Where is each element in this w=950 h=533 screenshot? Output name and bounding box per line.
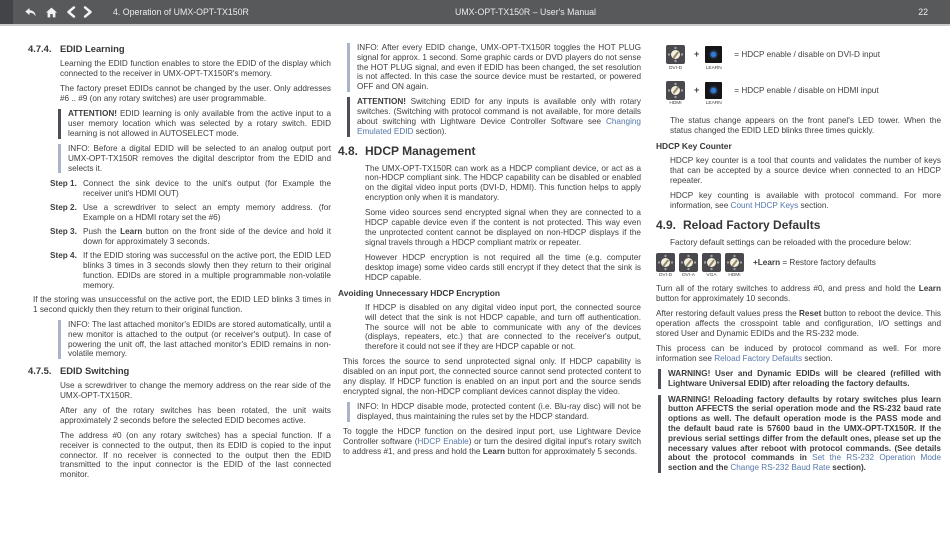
- cross-reference-link[interactable]: Count HDCP Keys: [730, 200, 799, 210]
- cross-reference-link[interactable]: Change RS-232 Baud Rate: [730, 463, 831, 473]
- text-run: After restoring default values press the: [656, 309, 800, 319]
- section-title: HDCP Management: [365, 143, 476, 158]
- text-run: Switching EDID for any inputs is available only with rotary switches. (Switching with protocol command is not available, for more details about switching with Lightware Device Controller Software see: [357, 97, 641, 127]
- paragraph: [656, 284, 941, 304]
- rotary-dial-icon: [661, 258, 670, 267]
- section-heading: [338, 144, 641, 158]
- page-number: 22: [918, 7, 928, 17]
- column-3: [656, 40, 941, 478]
- section-heading: [28, 43, 331, 54]
- rotary-switch-icon: [666, 45, 685, 64]
- step-label: Step 4.: [50, 251, 77, 261]
- paragraph: [670, 238, 941, 248]
- text-run: +Learn: [753, 257, 781, 267]
- chapter-title: 4. Operation of UMX-OPT-TX150R: [113, 7, 249, 17]
- text-run: This process can be induced by protocol command as well. For more information see: [656, 344, 941, 364]
- text-run: After any of the rotary switches has been rotated, the unit waits approximately 2 seconds before the selected EDID becomes active.: [60, 405, 331, 425]
- text-run: ) or turn the desired digital input's rotary switch to address #1, and press and hold the: [343, 437, 641, 456]
- rotary-switch-label: HDMI: [728, 273, 741, 279]
- step-item: [50, 227, 331, 247]
- text-run: This forces the source to send unprotected signal only. If HDCP capability is disabled on an input port, the connected source cannot send protected content to any display. If HDCP function is enabled on an input port and the source sends encrypted signal, the non-HDCP compliant devices cannot display the video.: [343, 357, 641, 396]
- text-run: HDCP key counter is a tool that counts and validates the number of keys that can be accepted by a source device when connected to an HDCP repeater.: [670, 156, 941, 185]
- rotary-switch-label: DVI-D: [658, 273, 673, 279]
- rotary-dial-icon: [684, 258, 693, 267]
- section-number: 4.7.4.: [28, 43, 52, 54]
- text-run: section).: [830, 463, 866, 473]
- paragraph: [670, 156, 941, 185]
- cross-reference-link[interactable]: Reload Factory Defaults: [714, 354, 803, 364]
- text-run: EDID learning is only available from the active input to a user memory location which was selected by a rotary switch. EDID learning is not allowed in AUTOSELECT mode.: [68, 109, 331, 138]
- text-run: Learn: [918, 284, 941, 294]
- equation-text: = HDCP enable / disable on DVI-D input: [734, 50, 880, 59]
- attention-note: [58, 109, 331, 138]
- text-run: If the EDID storing was successful on the active port, the EDID LED blinks 3 times in 3 seconds slowly then they return to their original function. EDIDs are stored in a multiple programmable non-volatile memory.: [83, 251, 331, 290]
- learn-button: [704, 81, 723, 107]
- paragraph: [343, 427, 641, 456]
- attention-note: [347, 97, 641, 136]
- rotary-switch-icon: [656, 253, 675, 272]
- text-run: WARNING! User and Dynamic EDIDs will be cleared (refilled with Lightware Universal EDID) after reloading the factory defaults.: [668, 369, 941, 389]
- paragraph: [60, 59, 331, 79]
- column-1: [28, 40, 331, 485]
- paragraph: [656, 309, 941, 338]
- text-run: Turn all of the rotary switches to address #0, and press and hold the: [656, 284, 919, 294]
- back-icon: [24, 6, 37, 19]
- text-run: Use a screwdriver to change the memory address on the rear side of the UMX-OPT-TX150R.: [60, 380, 331, 400]
- text-run: The status change appears on the front panel's LED tower. When the status changed the EDID LED blinks three times quickly.: [670, 116, 941, 135]
- text-run: The factory preset EDIDs cannot be changed by the user. Only addresses #6 .. #9 (on any rotary switches) are user programmable.: [60, 84, 331, 103]
- step-item: [50, 203, 331, 223]
- text-run: To toggle the HDCP function on the desired input port, use Lightware Device Controller software (: [343, 427, 641, 446]
- text-run: ATTENTION!: [357, 97, 406, 107]
- section-title: EDID Switching: [60, 364, 130, 376]
- text-run: section).: [413, 126, 447, 136]
- text-run: section.: [802, 354, 833, 364]
- step-label: Step 2.: [50, 203, 77, 213]
- text-run: button to reboot the device. This operation affects the crosspoint table and configuration, I/O settings and stored User and Dynamic EDIDs and the RS-232 mode.: [656, 309, 941, 339]
- step-text: [83, 227, 331, 247]
- home-icon: [45, 6, 58, 19]
- paragraph: [60, 431, 331, 480]
- text-run: Learn: [120, 227, 143, 237]
- hdcp-toggle-equation: [666, 45, 941, 71]
- text-run: INFO: The last attached monitor's EDIDs are stored automatically, until a new monitor is attached to the output (or receiver's output). In case of powering the unit off, the last attached monitor's EDID remains in non-volatile memory.: [68, 320, 331, 359]
- text-run: = Restore factory defaults: [780, 257, 876, 267]
- header-corner-block: [0, 0, 13, 24]
- section-number: 4.7.5.: [28, 364, 52, 376]
- paragraph: [365, 253, 641, 282]
- info-note: [58, 320, 331, 359]
- step-item: [50, 179, 331, 199]
- rotary-switch[interactable]: [656, 253, 675, 279]
- text-run: Learning the EDID function enables to store the EDID of the display which connected to the receiver in UMX-OPT-TX150R's memory.: [60, 59, 331, 78]
- previous-page-button[interactable]: [62, 0, 80, 24]
- rotary-switch-icon: [679, 253, 698, 272]
- rotary-dial-icon: [730, 258, 739, 267]
- text-run: WARNING! Reloading factory defaults by rotary switches plus learn button AFFECTS the serial operation mode and the RS-232 baud rate options as well. The default operation mode is the PASS mode and the default baud rate is 57600 baud in the UMX-OPT-TX150R. If the previous serial settings differ from the default ones, please set up the necessary values after reboot with protocol commands. (See details about the protocol commands in: [668, 394, 941, 463]
- rotary-dial-icon: [707, 258, 716, 267]
- info-note: [58, 144, 331, 173]
- text-run: button for approximately 10 seconds.: [656, 294, 791, 304]
- info-note: [347, 402, 641, 422]
- paragraph: [60, 406, 331, 426]
- text-run: If the storing was unsuccessful on the active port, the EDID LED blinks 3 times in 1 second quickly then they return to their original function.: [33, 294, 331, 314]
- step-text: [83, 203, 331, 223]
- cross-reference-link[interactable]: Set the RS-232 Operation Mode: [812, 453, 942, 463]
- paragraph: [670, 191, 941, 211]
- rotary-switch[interactable]: [666, 81, 685, 107]
- hdcp-toggle-equation: [666, 81, 941, 107]
- learn-button-icon: [705, 82, 722, 99]
- step-text: [83, 251, 331, 290]
- paragraph: [670, 116, 941, 136]
- text-run: ATTENTION!: [68, 109, 117, 119]
- equation-text: [753, 253, 876, 272]
- cross-reference-link[interactable]: HDCP Enable: [417, 437, 469, 446]
- rotary-switch[interactable]: [679, 253, 698, 279]
- rotary-switch-label: DVI-A: [682, 273, 695, 279]
- text-run: section and the: [668, 463, 731, 473]
- section-number: 4.8.: [338, 143, 359, 158]
- rotary-switch-label: HDMI: [669, 101, 682, 106]
- text-run: section.: [798, 200, 829, 210]
- warning-note: [658, 395, 941, 473]
- plus-sign: +: [694, 49, 700, 59]
- header-bar: [0, 0, 950, 26]
- text-run: HDCP key counting is available with protocol command. For more information, see: [670, 190, 941, 210]
- equation-text: = HDCP enable / disable on HDMI input: [734, 85, 879, 95]
- section-title: Reload Factory Defaults: [683, 217, 821, 232]
- text-run: Factory default settings can be reloaded with the procedure below:: [670, 237, 912, 247]
- rotary-switch-label: DVI-D: [668, 65, 683, 71]
- column-2: [338, 40, 641, 462]
- section-heading: [28, 365, 331, 376]
- text-run: The address #0 (on any rotary switches) has a special function. If a receiver is connected to the output, then its EDID is copied to the input connector. If no receiver is connected to the output then the EDID transmitted to the input connector is the EDID of the last connected monitor.: [60, 430, 331, 480]
- paragraph: [656, 344, 941, 364]
- sub-heading: HDCP Key Counter: [656, 141, 732, 152]
- back-button[interactable]: [21, 0, 39, 24]
- learn-button: [704, 45, 723, 71]
- rotary-switch[interactable]: [725, 253, 744, 279]
- step-item: [50, 251, 331, 290]
- paragraph: [343, 357, 641, 396]
- next-page-button[interactable]: [79, 0, 97, 24]
- chevron-left-icon: [66, 6, 76, 18]
- rotary-switch-icon: [666, 81, 685, 100]
- rotary-switch-label: VGA: [706, 273, 717, 279]
- document-title: UMX-OPT-TX150R – User's Manual: [455, 7, 597, 17]
- text-run: INFO: After every EDID change, UMX-OPT-TX150R toggles the HOT PLUG signal for approx. 1 second. Some graphic cards or DVD players do not sense the HOT PLUG signal, and even if EDID has been changed, the set resolution is not affected. In this case the source device must be restarted, or powered OFF and ON again.: [357, 43, 641, 92]
- section-number: 4.9.: [656, 217, 677, 232]
- text-run: Use a screwdriver to select an empty memory address. (for Example on a HDMI rotary set the #6): [83, 203, 331, 222]
- text-run: button for approximately 5 seconds.: [505, 446, 638, 456]
- text-run: Reset: [799, 309, 822, 319]
- rotary-switch[interactable]: [666, 45, 685, 71]
- rotary-dial-icon: [671, 86, 680, 95]
- rotary-switch-icon: [725, 253, 744, 272]
- chevron-right-icon: [83, 6, 93, 18]
- text-run: button on the front side of the device and hold it down for approximately 3 seconds.: [83, 227, 331, 246]
- step-label: Step 3.: [50, 227, 77, 237]
- text-run: The UMX-OPT-TX150R can work as a HDCP compliant device, or act as a non-HDCP compliant sink. The HDCP capability can be disabled or enabled on the digital video input ports (DVI-D, HDMI). This function helps to apply encryption only when it is mandatory.: [365, 163, 641, 203]
- paragraph: [365, 164, 641, 203]
- info-note: [347, 43, 641, 92]
- paragraph: [33, 295, 331, 315]
- paragraph: [60, 84, 331, 104]
- text-run: Learn: [482, 446, 506, 456]
- section-heading: [656, 218, 941, 232]
- warning-note: [658, 369, 941, 389]
- text-run: Some video sources send encrypted signal when they are connected to a HDCP capable device even if the content is not protected. This way even the unprotected content cannot be displayed on non-HDCP displays if the signal travels through a HDCP compliant matrix or repeater.: [365, 208, 641, 247]
- rotary-switch[interactable]: [702, 253, 721, 279]
- rotary-dial-icon: [671, 50, 680, 59]
- text-run: Push the: [83, 227, 121, 237]
- paragraph: [365, 208, 641, 247]
- rotary-switch-icon: [702, 253, 721, 272]
- section-title: EDID Learning: [60, 43, 125, 54]
- factory-reset-switches: [656, 253, 941, 279]
- cross-reference-link[interactable]: Changing Emulated EDID: [357, 117, 641, 136]
- paragraph: [60, 381, 331, 401]
- paragraph: [365, 303, 641, 352]
- sub-heading: Avoiding Unnecessary HDCP Encryption: [338, 287, 500, 298]
- text-run: INFO: In HDCP disable mode, protected content (i.e. Blu-ray disc) will not be displayed, thus maintaining the rules set by the HDCP standard.: [357, 402, 641, 421]
- plus-sign: +: [694, 84, 700, 95]
- text-run: INFO: Before a digital EDID will be selected to an analog output port UMX-OPT-TX150R removes the digital descriptor from the EDID and selects it.: [68, 144, 331, 173]
- text-run: If HDCP is disabled on any digital video input port, the connected source will detect that the sink is not HDCP capable, and turn off authentication. The source will not be able to communicate with any of the devices (displays, repeaters, etc.) that are connected to the receiver's output, therefore it could not see if they are HDCP capable or not.: [365, 302, 641, 352]
- text-run: However HDCP encryption is not required all the time (e.g. computer desktop image) some video cards still encrypt if they detect that the sink is HDCP capable.: [365, 253, 641, 282]
- step-label: Step 1.: [50, 178, 77, 188]
- learn-button-label: LEARN: [705, 65, 722, 71]
- learn-button-label: LEARN: [705, 101, 722, 106]
- home-button[interactable]: [42, 0, 60, 24]
- text-run: Connect the sink device to the unit's output (for Example the receiver unit's HDMI OUT): [83, 178, 331, 198]
- learn-button-icon: [705, 46, 722, 63]
- step-text: [83, 179, 331, 199]
